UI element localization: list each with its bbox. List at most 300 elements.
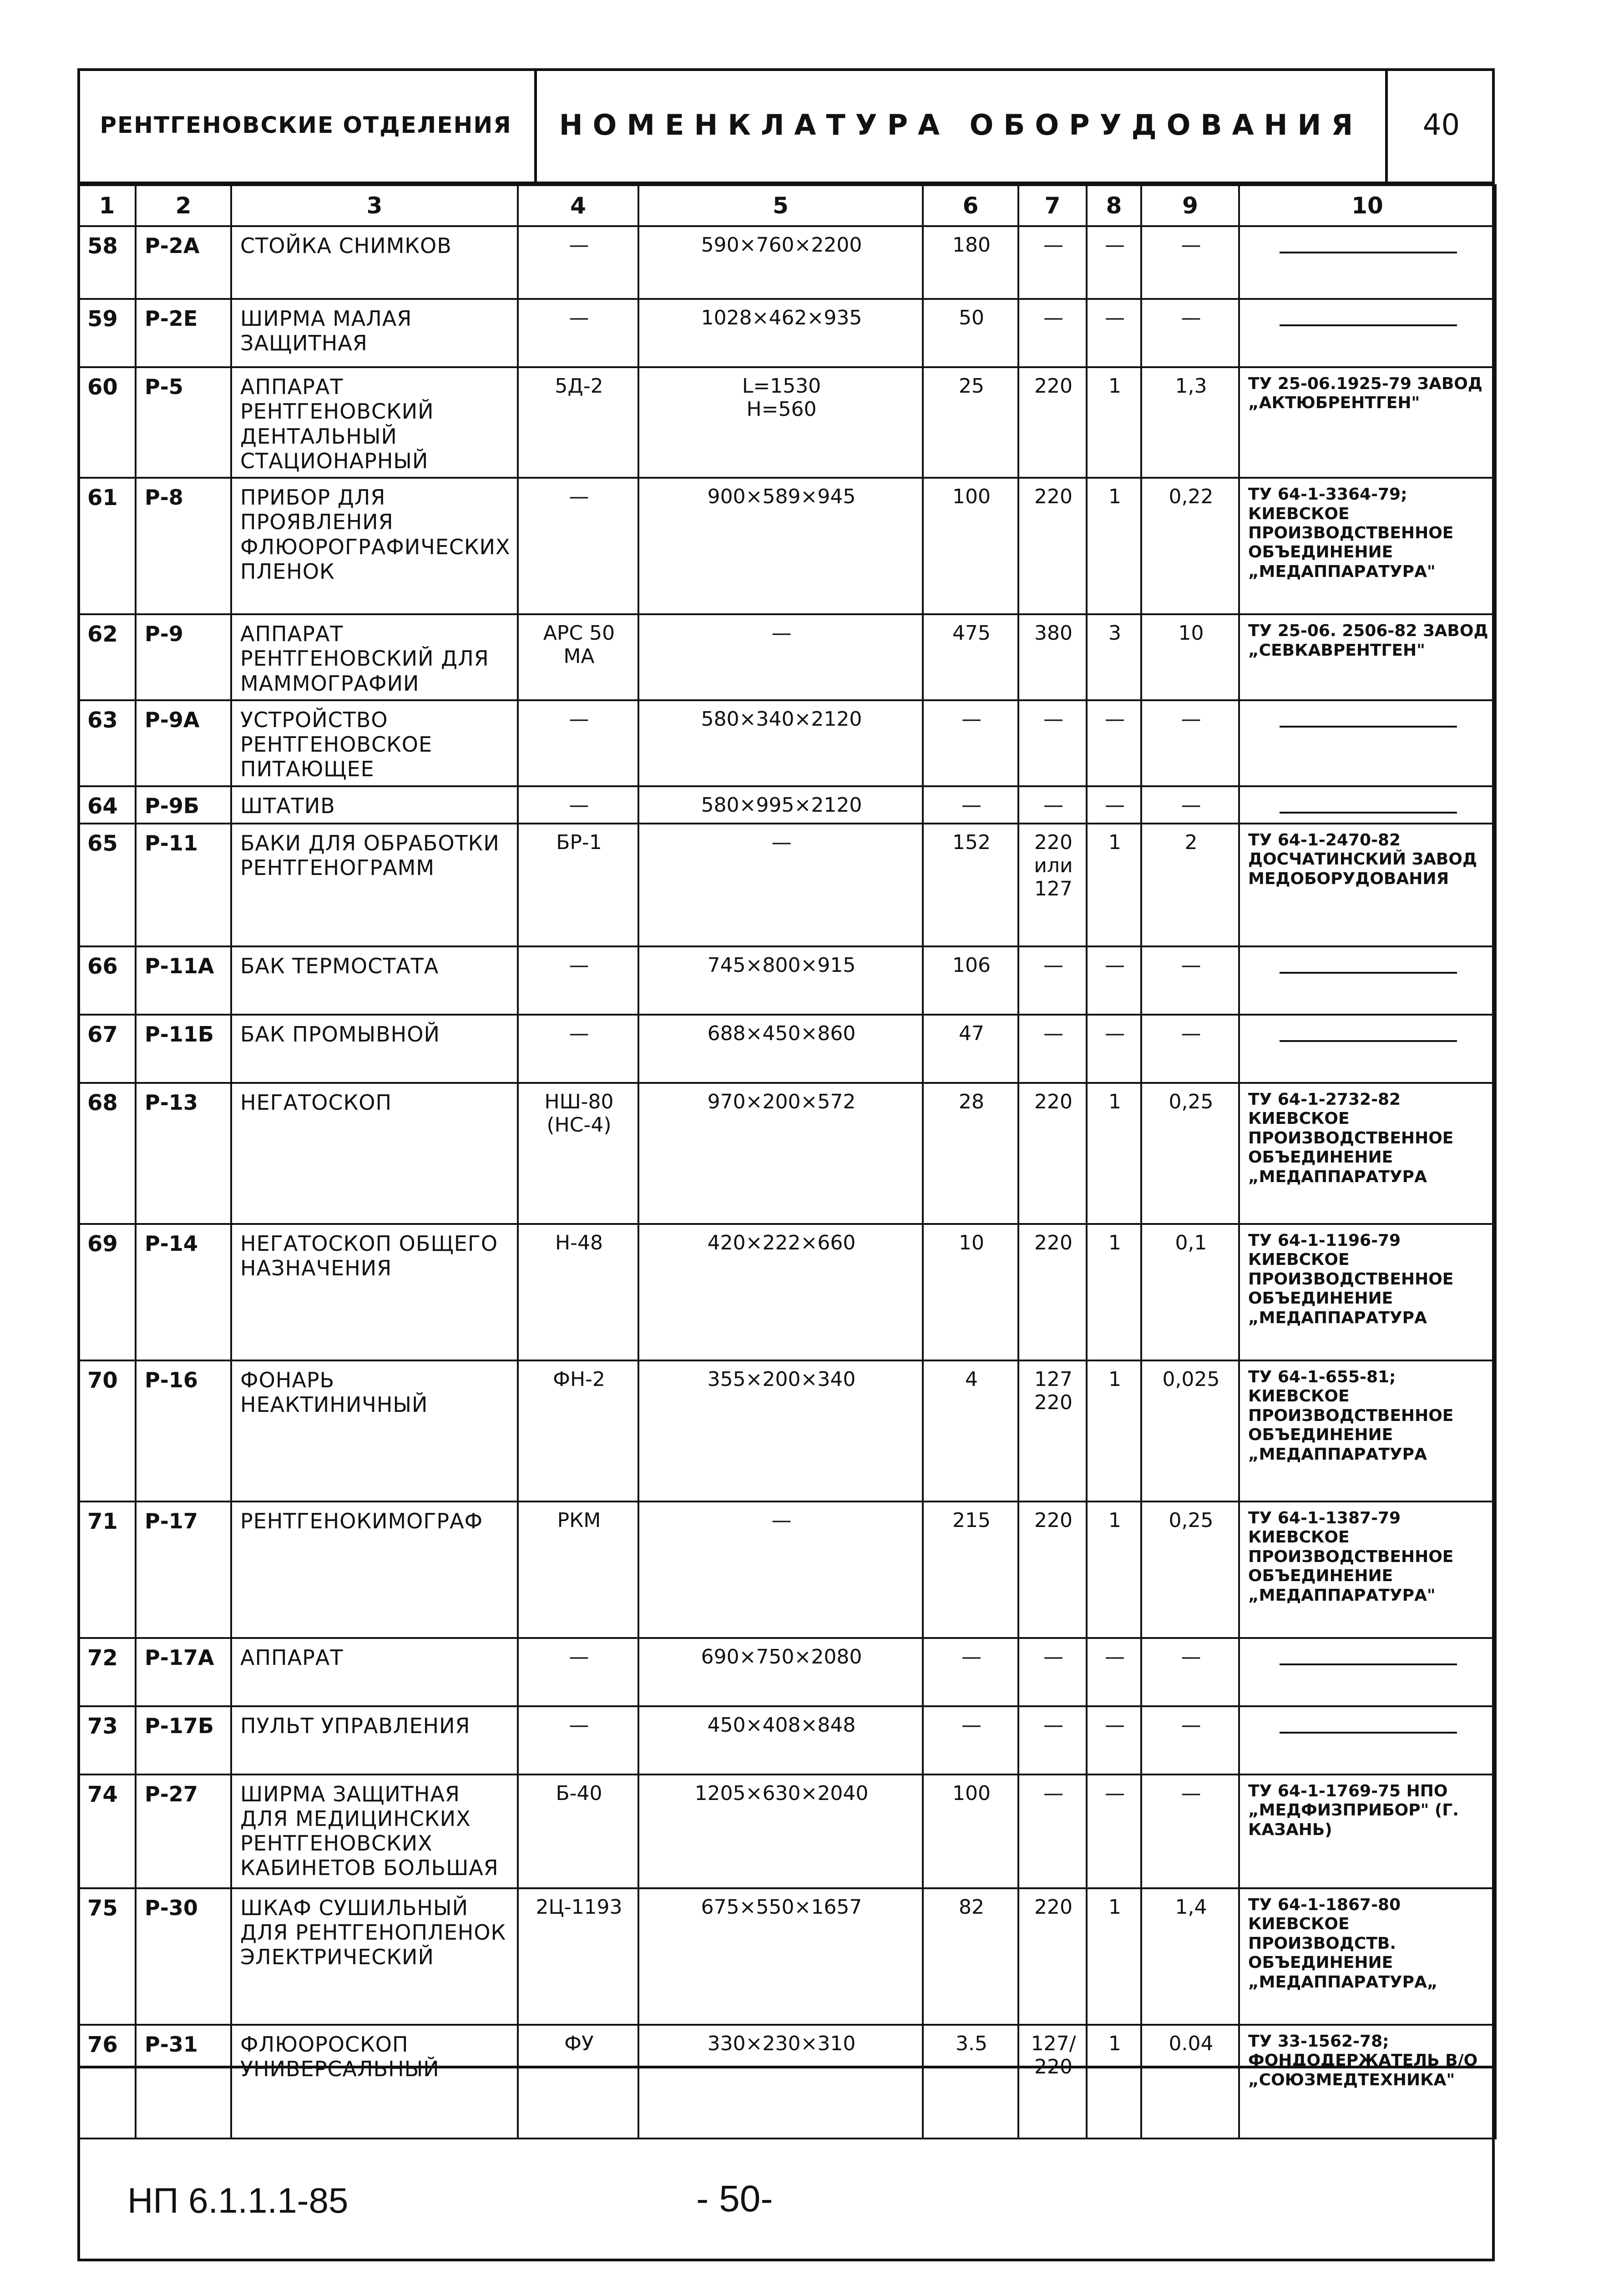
item-weight	[923, 1502, 1018, 1638]
item-dimensions-text: 1205×630×2040	[694, 1781, 869, 1805]
item-phase-count	[1087, 1083, 1141, 1224]
item-power-text: 0.04	[1169, 2032, 1214, 2055]
item-type-text: ФУ	[564, 2032, 594, 2055]
item-specification	[1239, 1888, 1496, 2025]
item-voltage-text: 127 220	[1034, 1367, 1073, 1414]
row-number-text: 67	[87, 1021, 118, 1047]
item-phase-count-text: —	[1105, 953, 1125, 977]
table-row	[78, 367, 1496, 478]
item-power-text: 1,3	[1175, 374, 1207, 398]
item-name	[231, 946, 518, 1015]
item-voltage	[1018, 1638, 1087, 1706]
equipment-table	[77, 184, 1497, 2139]
item-specification	[1239, 614, 1496, 700]
item-weight	[923, 1224, 1018, 1360]
item-name-text: НЕГАТОСКОП	[240, 1090, 392, 1115]
department-title: РЕНТГЕНОВСКИЕ ОТДЕЛЕНИЯ	[77, 68, 537, 182]
item-dimensions	[638, 824, 923, 946]
item-code	[136, 1015, 231, 1083]
item-type-text: ФН-2	[553, 1367, 605, 1391]
item-type-text: —	[569, 1713, 589, 1737]
item-weight	[923, 946, 1018, 1015]
item-code-text: Р-11А	[145, 953, 214, 978]
item-code	[136, 1083, 231, 1224]
item-dimensions	[638, 1706, 923, 1774]
item-weight	[923, 367, 1018, 478]
item-dimensions	[638, 786, 923, 824]
item-phase-count	[1087, 299, 1141, 367]
item-weight	[923, 1888, 1018, 2025]
item-name	[231, 700, 518, 786]
item-voltage	[1018, 1888, 1087, 2025]
item-specification-text: ТУ 25-06.1925-79 ЗАВОД „АКТЮБРЕНТГЕН"	[1248, 374, 1482, 413]
item-dimensions-text: —	[771, 622, 792, 645]
item-type	[518, 946, 638, 1015]
item-code	[136, 226, 231, 299]
item-name	[231, 614, 518, 700]
row-number	[78, 1888, 136, 2025]
empty-cell-dash-line	[1280, 252, 1457, 253]
item-type-text: 5Д-2	[555, 374, 603, 398]
empty-cell-dash-line	[1280, 972, 1457, 974]
item-code-text: Р-16	[145, 1367, 198, 1392]
item-power	[1141, 700, 1239, 786]
table-row	[78, 226, 1496, 299]
row-number	[78, 1083, 136, 1224]
item-code-text: Р-13	[145, 1090, 198, 1115]
table-row	[78, 1774, 1496, 1888]
item-type	[518, 1015, 638, 1083]
item-type	[518, 367, 638, 478]
column-number: 10	[1239, 185, 1496, 226]
column-number: 3	[231, 185, 518, 226]
item-specification-text: ТУ 64-1-1769-75 НПО „МЕДФИЗПРИБОР" (Г. КАЗАНЬ)	[1248, 1781, 1459, 1839]
item-specification-text: ТУ 25-06. 2506-82 ЗАВОД „СЕВКАВРЕНТГЕН"	[1248, 622, 1488, 660]
item-voltage	[1018, 367, 1087, 478]
item-power-text: —	[1181, 1781, 1201, 1805]
item-dimensions-text: 688×450×860	[707, 1021, 856, 1045]
item-weight	[923, 614, 1018, 700]
table-row	[78, 1083, 1496, 1224]
item-code	[136, 1638, 231, 1706]
item-specification	[1239, 1638, 1496, 1706]
item-dimensions	[638, 1015, 923, 1083]
item-power-text: 2	[1184, 830, 1198, 854]
item-phase-count	[1087, 1224, 1141, 1360]
item-code-text: Р-9	[145, 622, 183, 647]
item-type	[518, 1638, 638, 1706]
table-row	[78, 478, 1496, 614]
item-specification	[1239, 1083, 1496, 1224]
item-type	[518, 1888, 638, 2025]
item-power	[1141, 367, 1239, 478]
item-type	[518, 1360, 638, 1502]
item-code-text: Р-9Б	[145, 793, 199, 818]
item-weight-text: —	[961, 793, 981, 817]
item-code-text: Р-17	[145, 1508, 198, 1533]
item-phase-count-text: —	[1105, 233, 1125, 257]
item-dimensions-text: L=1530 H=560	[742, 374, 821, 421]
item-power	[1141, 1706, 1239, 1774]
item-phase-count-text: 1	[1108, 374, 1121, 398]
document-code: НП 6.1.1.1-85	[127, 2180, 349, 2220]
item-specification	[1239, 946, 1496, 1015]
item-code	[136, 1706, 231, 1774]
empty-cell-dash-line	[1280, 726, 1457, 728]
item-weight-text: 28	[959, 1090, 984, 1113]
item-voltage	[1018, 1224, 1087, 1360]
item-weight	[923, 1774, 1018, 1888]
item-weight-text: —	[961, 1645, 981, 1668]
item-voltage	[1018, 786, 1087, 824]
item-power	[1141, 786, 1239, 824]
row-number	[78, 367, 136, 478]
item-weight-text: —	[961, 707, 981, 731]
item-type	[518, 786, 638, 824]
item-dimensions	[638, 1774, 923, 1888]
row-number-text: 69	[87, 1231, 118, 1257]
item-specification-text: ТУ 64-1-2732-82 КИЕВСКОЕ ПРОИЗВОДСТВЕННОЕ ОБЪЕДИНЕНИЕ „МЕДАППАРАТУРА	[1248, 1090, 1454, 1186]
column-number: 6	[923, 185, 1018, 226]
item-type-text: —	[569, 1021, 589, 1045]
item-type-text: Н-48	[555, 1231, 603, 1254]
item-code	[136, 299, 231, 367]
item-name	[231, 367, 518, 478]
item-phase-count	[1087, 1888, 1141, 2025]
row-number	[78, 478, 136, 614]
item-power	[1141, 1774, 1239, 1888]
item-dimensions-text: —	[771, 1508, 792, 1532]
row-number-text: 74	[87, 1781, 118, 1807]
item-power	[1141, 1015, 1239, 1083]
item-phase-count-text: —	[1105, 1713, 1125, 1737]
item-phase-count	[1087, 786, 1141, 824]
item-specification	[1239, 226, 1496, 299]
item-specification-text: ТУ 33-1562-78; ФОНДОДЕРЖАТЕЛЬ В/О „СОЮЗМЕДТЕХНИКА"	[1248, 2032, 1478, 2089]
item-power-text: 0,1	[1175, 1231, 1207, 1254]
column-number: 9	[1141, 185, 1239, 226]
item-dimensions-text: 590×760×2200	[701, 233, 862, 257]
item-weight	[923, 299, 1018, 367]
row-number	[78, 1502, 136, 1638]
item-specification-text: ТУ 64-1-655-81; КИЕВСКОЕ ПРОИЗВОДСТВЕННОЕ ОБЪЕДИНЕНИЕ „МЕДАППАРАТУРА	[1248, 1367, 1454, 1464]
item-name	[231, 226, 518, 299]
item-weight	[923, 1083, 1018, 1224]
item-phase-count	[1087, 367, 1141, 478]
item-code-text: Р-9А	[145, 707, 200, 732]
row-number-text: 60	[87, 374, 118, 400]
item-weight-text: 4	[965, 1367, 978, 1391]
item-code-text: Р-17Б	[145, 1713, 214, 1738]
row-number	[78, 1015, 136, 1083]
item-power-text: —	[1181, 793, 1201, 817]
item-name-text: ПРИБОР ДЛЯ ПРОЯВЛЕНИЯ ФЛЮОРОГРАФИЧЕСКИХ ПЛЕНОК	[240, 485, 511, 584]
item-type-text: —	[569, 233, 589, 257]
item-name-text: ШИРМА ЗАЩИТНАЯ ДЛЯ МЕДИЦИНСКИХ РЕНТГЕНОВСКИХ КАБИНЕТОВ БОЛЬШАЯ	[240, 1781, 499, 1881]
item-voltage	[1018, 700, 1087, 786]
item-type-text: —	[569, 306, 589, 329]
item-voltage-text: —	[1043, 1781, 1063, 1805]
table-row	[78, 1888, 1496, 2025]
item-dimensions	[638, 367, 923, 478]
item-specification	[1239, 299, 1496, 367]
item-power-text: 10	[1178, 622, 1204, 645]
item-power	[1141, 299, 1239, 367]
item-name	[231, 1502, 518, 1638]
row-number-text: 66	[87, 953, 118, 979]
item-dimensions-text: 580×340×2120	[701, 707, 862, 731]
item-name-text: УСТРОЙСТВО РЕНТГЕНОВСКОЕ ПИТАЮЩЕЕ	[240, 707, 433, 782]
item-power-text: —	[1181, 1021, 1201, 1045]
item-code-text: Р-31	[145, 2032, 198, 2057]
item-name	[231, 1888, 518, 2025]
item-code-text: Р-8	[145, 485, 183, 510]
empty-cell-dash-line	[1280, 1732, 1457, 1734]
item-dimensions	[638, 1638, 923, 1706]
item-phase-count-text: 1	[1108, 1895, 1121, 1919]
item-code	[136, 1888, 231, 2025]
empty-cell-dash-line	[1280, 1663, 1457, 1665]
item-code	[136, 1224, 231, 1360]
item-phase-count	[1087, 1502, 1141, 1638]
item-specification	[1239, 478, 1496, 614]
item-name-text: БАК ТЕРМОСТАТА	[240, 953, 439, 978]
item-power-text: 0,22	[1169, 485, 1214, 509]
item-power	[1141, 824, 1239, 946]
item-specification	[1239, 1015, 1496, 1083]
item-dimensions-text: 1028×462×935	[701, 306, 862, 329]
item-name	[231, 1015, 518, 1083]
item-voltage-text: —	[1043, 707, 1063, 731]
item-dimensions	[638, 1224, 923, 1360]
item-type-text: НШ-80 (НС-4)	[544, 1090, 614, 1137]
item-power	[1141, 1360, 1239, 1502]
item-dimensions-text: 675×550×1657	[701, 1895, 862, 1919]
item-dimensions-text: 900×589×945	[707, 485, 856, 509]
item-voltage-text: 220	[1034, 1231, 1073, 1254]
item-type	[518, 1774, 638, 1888]
item-weight	[923, 700, 1018, 786]
row-number	[78, 1706, 136, 1774]
item-weight-text: 82	[959, 1895, 984, 1919]
item-type	[518, 1224, 638, 1360]
row-number-text: 72	[87, 1645, 118, 1671]
row-number-text: 75	[87, 1895, 118, 1921]
item-power	[1141, 1083, 1239, 1224]
item-code-text: Р-14	[145, 1231, 198, 1256]
item-specification-text: ТУ 64-1-3364-79; КИЕВСКОЕ ПРОИЗВОДСТВЕННОЕ ОБЪЕДИНЕНИЕ „МЕДАППАРАТУРА"	[1248, 485, 1454, 581]
item-specification-text: ТУ 64-1-1196-79 КИЕВСКОЕ ПРОИЗВОДСТВЕННОЕ ОБЪЕДИНЕНИЕ „МЕДАППАРАТУРА	[1248, 1231, 1454, 1327]
item-weight-text: 180	[952, 233, 991, 257]
row-number	[78, 614, 136, 700]
item-name-text: ФОНАРЬ НЕАКТИНИЧНЫЙ	[240, 1367, 428, 1417]
item-code	[136, 614, 231, 700]
item-code	[136, 478, 231, 614]
item-voltage-text: 220	[1034, 485, 1073, 509]
item-dimensions-text: 330×230×310	[707, 2032, 856, 2055]
item-type	[518, 700, 638, 786]
column-number-row	[78, 185, 1496, 226]
item-phase-count-text: —	[1105, 793, 1125, 817]
item-weight-text: 50	[959, 306, 984, 329]
item-weight-text: 106	[952, 953, 991, 977]
item-power-text: 0,025	[1162, 1367, 1220, 1391]
item-code-text: Р-11Б	[145, 1021, 214, 1046]
item-type	[518, 478, 638, 614]
item-type-text: 2Ц-1193	[536, 1895, 622, 1919]
item-code	[136, 1502, 231, 1638]
item-weight-text: 100	[952, 1781, 991, 1805]
item-specification	[1239, 1706, 1496, 1774]
item-weight-text: 475	[952, 622, 991, 645]
item-specification	[1239, 700, 1496, 786]
row-number-text: 65	[87, 830, 118, 856]
column-number: 8	[1087, 185, 1141, 226]
item-code-text: Р-2Е	[145, 306, 198, 331]
item-power-text: 1,4	[1175, 1895, 1207, 1919]
item-phase-count-text: 1	[1108, 2032, 1121, 2055]
item-weight-text: 3.5	[956, 2032, 987, 2055]
item-phase-count	[1087, 824, 1141, 946]
item-name	[231, 1083, 518, 1224]
item-dimensions	[638, 478, 923, 614]
item-dimensions-text: 420×222×660	[707, 1231, 856, 1254]
row-number	[78, 1774, 136, 1888]
item-type	[518, 299, 638, 367]
item-phase-count	[1087, 478, 1141, 614]
item-phase-count-text: —	[1105, 306, 1125, 329]
item-weight-text: 10	[959, 1231, 984, 1254]
item-type-text: —	[569, 953, 589, 977]
item-type-text: Б-40	[556, 1781, 602, 1805]
item-power-text: —	[1181, 306, 1201, 329]
item-dimensions	[638, 946, 923, 1015]
item-power	[1141, 614, 1239, 700]
item-phase-count	[1087, 1015, 1141, 1083]
item-type	[518, 1706, 638, 1774]
item-type	[518, 614, 638, 700]
item-power-text: —	[1181, 1645, 1201, 1668]
item-code-text: Р-17А	[145, 1645, 214, 1670]
item-phase-count-text: 1	[1108, 830, 1121, 854]
item-code-text: Р-5	[145, 374, 183, 399]
item-power-text: 0,25	[1169, 1508, 1214, 1532]
item-power	[1141, 1888, 1239, 2025]
item-type	[518, 226, 638, 299]
item-power	[1141, 1502, 1239, 1638]
row-number	[78, 824, 136, 946]
item-dimensions-text: —	[771, 830, 792, 854]
item-name	[231, 299, 518, 367]
row-number	[78, 1224, 136, 1360]
item-weight-text: —	[961, 1713, 981, 1737]
item-voltage	[1018, 226, 1087, 299]
item-weight-text: 47	[959, 1021, 984, 1045]
item-voltage	[1018, 478, 1087, 614]
item-name-text: ШКАФ СУШИЛЬНЫЙ ДЛЯ РЕНТГЕНОПЛЕНОК ЭЛЕКТРИЧЕСКИЙ	[240, 1895, 506, 1970]
item-type	[518, 1083, 638, 1224]
document-title: НОМЕНКЛАТУРА ОБОРУДОВАНИЯ	[537, 68, 1388, 182]
item-weight	[923, 1706, 1018, 1774]
item-name-text: ШИРМА МАЛАЯ ЗАЩИТНАЯ	[240, 306, 412, 356]
item-dimensions	[638, 1360, 923, 1502]
item-name-text: РЕНТГЕНОКИМОГРАФ	[240, 1508, 483, 1533]
item-phase-count	[1087, 1638, 1141, 1706]
item-power-text: —	[1181, 953, 1201, 977]
row-number-text: 76	[87, 2032, 118, 2058]
item-code	[136, 367, 231, 478]
item-voltage-text: 220	[1034, 374, 1073, 398]
table-row	[78, 786, 1496, 824]
row-number-text: 71	[87, 1508, 118, 1534]
item-code	[136, 700, 231, 786]
item-power	[1141, 478, 1239, 614]
column-number: 7	[1018, 185, 1087, 226]
item-specification	[1239, 786, 1496, 824]
table-row	[78, 299, 1496, 367]
row-number-text: 59	[87, 306, 118, 332]
table-row	[78, 946, 1496, 1015]
item-voltage-text: 220	[1034, 1895, 1073, 1919]
item-voltage	[1018, 1360, 1087, 1502]
table-row	[78, 1502, 1496, 1638]
item-specification	[1239, 1502, 1496, 1638]
item-name-text: СТОЙКА СНИМКОВ	[240, 233, 452, 258]
item-code-text: Р-30	[145, 1895, 198, 1920]
item-type-text: —	[569, 485, 589, 509]
item-phase-count	[1087, 946, 1141, 1015]
item-voltage-text: —	[1043, 953, 1063, 977]
item-code	[136, 824, 231, 946]
item-type-text: —	[569, 1645, 589, 1668]
item-specification	[1239, 1360, 1496, 1502]
table-row	[78, 1706, 1496, 1774]
item-voltage	[1018, 614, 1087, 700]
item-voltage-text: —	[1043, 793, 1063, 817]
item-weight	[923, 824, 1018, 946]
table-row	[78, 700, 1496, 786]
row-number-text: 68	[87, 1090, 118, 1116]
item-voltage	[1018, 299, 1087, 367]
column-number: 5	[638, 185, 923, 226]
item-specification	[1239, 824, 1496, 946]
item-type-text: АРС 50 МА	[543, 622, 615, 668]
item-voltage-text: —	[1043, 306, 1063, 329]
item-dimensions	[638, 226, 923, 299]
column-number: 2	[136, 185, 231, 226]
row-number	[78, 786, 136, 824]
item-voltage-text: —	[1043, 1645, 1063, 1668]
item-weight-text: 100	[952, 485, 991, 509]
item-weight	[923, 226, 1018, 299]
row-number-text: 58	[87, 233, 118, 259]
table-row	[78, 1638, 1496, 1706]
item-dimensions-text: 745×800×915	[707, 953, 856, 977]
empty-cell-dash-line	[1280, 324, 1457, 326]
item-phase-count-text: —	[1105, 1645, 1125, 1668]
column-number: 4	[518, 185, 638, 226]
item-specification	[1239, 367, 1496, 478]
item-weight-text: 215	[952, 1508, 991, 1532]
item-phase-count-text: 1	[1108, 1090, 1121, 1113]
item-name-text: ФЛЮОРОСКОП УНИВЕРСАЛЬНЫЙ	[240, 2032, 440, 2081]
item-phase-count-text: 1	[1108, 1231, 1121, 1254]
item-type-text: —	[569, 793, 589, 817]
item-code	[136, 1774, 231, 1888]
item-power-text: —	[1181, 707, 1201, 731]
item-type-text: РКМ	[557, 1508, 601, 1532]
item-power-text: —	[1181, 1713, 1201, 1737]
